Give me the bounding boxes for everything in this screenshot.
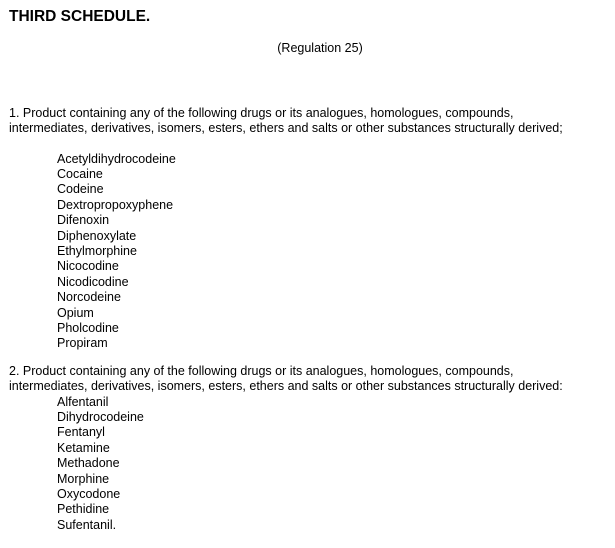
drug-list-item: Dextropropoxyphene <box>57 197 174 212</box>
drug-list-item: Ketamine <box>57 440 110 455</box>
drug-list-item: Oxycodone <box>57 487 121 502</box>
schedule-title: THIRD SCHEDULE. <box>9 8 151 25</box>
drug-list-item: Diphenoxylate <box>57 228 137 243</box>
section-intro-line: 2. Product containing any of the following drugs or its analogues, homologues, compounds, <box>9 364 514 378</box>
drug-list-item: Propiram <box>57 336 108 351</box>
drug-list <box>9 395 615 534</box>
schedule-section-2 <box>9 364 615 533</box>
drug-list-item: Cocaine <box>57 167 103 181</box>
drug-list-item: Codeine <box>57 182 104 197</box>
drug-list-item: Alfentanil <box>57 394 109 409</box>
drug-list-item: Nicodicodine <box>57 274 129 289</box>
regulation-reference: (Regulation 25) <box>277 41 363 55</box>
drug-list-item: Ethylmorphine <box>57 244 137 259</box>
drug-list-item: Pethidine <box>57 502 110 517</box>
drug-list-item: Difenoxin <box>57 213 110 228</box>
section-intro-line: intermediates, derivatives, isomers, esters, ethers and salts or other substances structurally derived: <box>9 379 563 394</box>
drug-list-item: Pholcodine <box>57 321 119 336</box>
section-intro <box>9 106 615 137</box>
drug-list-item: Sufentanil. <box>57 517 117 532</box>
drug-list-item: Acetyldihydrocodeine <box>57 151 176 166</box>
schedule-section-1 <box>9 106 615 352</box>
drug-list-item: Opium <box>57 305 94 320</box>
section-intro-line: intermediates, derivatives, isomers, esters, ethers and salts or other substances structurally derived; <box>9 121 563 136</box>
drug-list <box>9 152 615 352</box>
section-intro <box>9 364 615 395</box>
drug-list-item: Nicocodine <box>57 259 119 274</box>
drug-list-item: Fentanyl <box>57 425 105 440</box>
drug-list-item: Morphine <box>57 471 110 486</box>
drug-list-item: Methadone <box>57 456 120 471</box>
section-intro-line: 1. Product containing any of the following drugs or its analogues, homologues, compounds, <box>9 106 514 120</box>
drug-list-item: Norcodeine <box>57 290 121 305</box>
drug-list-item: Dihydrocodeine <box>57 410 144 424</box>
